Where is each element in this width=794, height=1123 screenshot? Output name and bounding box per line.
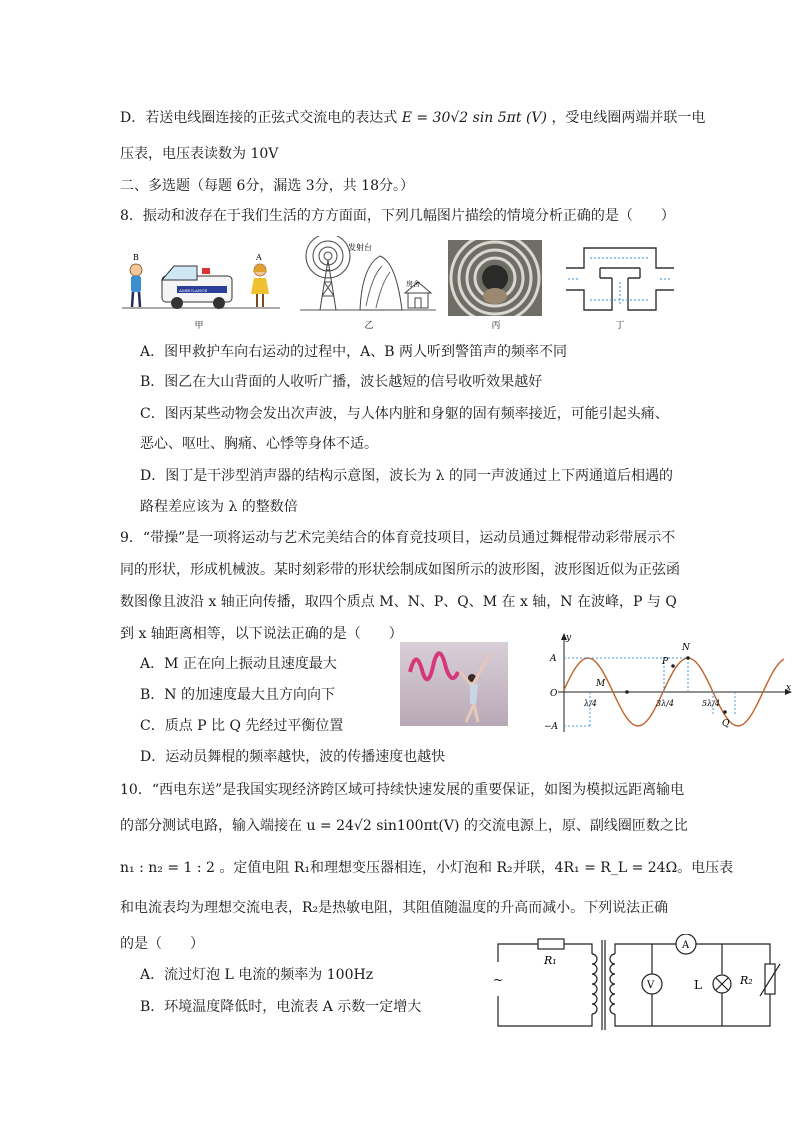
q9-graph-tick-1: λ/4 [584, 699, 597, 708]
q10-stem-line2: 的部分测试电路，输入端接在 u = 24√2 sin100πt(V) 的交流电源上，原、副线圈匝数之比 [120, 818, 688, 834]
q10-option-b: B．环境温度降低时，电流表 A 示数一定增大 [140, 999, 422, 1015]
q9-graph-A-label: A [550, 654, 557, 664]
q7-d-formula: E = 30√2 sin 5πt (V) [401, 110, 547, 126]
q8-caption-jia: 甲 [194, 321, 204, 331]
q8-figure-yi [300, 236, 436, 316]
q9-graph-O-label: O [550, 689, 558, 699]
q10-option-a: A．流过灯泡 L 电流的频率为 100Hz [140, 967, 374, 983]
q8-option-c-line2: 恶心、呕吐、胸痛、心悸等身体不适。 [140, 436, 378, 452]
q8-fig-label-a: A [256, 253, 262, 262]
q8-option-c-line1: C．图丙某些动物会发出次声波，与人体内脏和身躯的固有频率接近，可能引起头痛、 [140, 406, 669, 422]
q8-option-d-line1: D．图丁是干涉型消声器的结构示意图，波长为 λ 的同一声波通过上下两通道后相遇的 [140, 468, 673, 484]
q8-option-a: A．图甲救护车向右运动的过程中，A、B 两人听到警笛声的频率不同 [140, 344, 567, 360]
q8-caption-ding: 丁 [615, 321, 625, 331]
q10-stem-line1: 10．“西电东送”是我国实现经济跨区域可持续快速发展的重要保证，如图为模拟远距离输电 [120, 782, 685, 798]
q10-stem-line5: 的是（ ） [120, 936, 204, 952]
q8-fig-tower-label: 发射台 [348, 243, 372, 252]
q10-circuit-R1-label: R₁ [544, 954, 557, 967]
q9-graph-x-label: x [786, 683, 792, 693]
q8-figure-jia [122, 250, 280, 316]
q10-stem-line3: n₁ : n₂ = 1 : 2 。定值电阻 R₁和理想变压器相连，小灯泡和 R₂并联，4R₁ = R_L = 24Ω。电压表 [120, 860, 734, 876]
q7-d-text-b: ，受电线圈两端并联一电 [551, 110, 706, 126]
q9-option-d: D．运动员舞棍的频率越快，波的传播速度也越快 [140, 749, 446, 765]
q8-figure-bing [448, 240, 542, 316]
q9-stem-line3: 数图像且波沿 x 轴正向传播，取四个质点 M、N、P、Q、M 在 x 轴，N 在波峰，P 与 Q [120, 594, 677, 610]
q10-stem-line4: 和电流表均为理想交流电表，R₂是热敏电阻，其阻值随温度的升高而减小。下列说法正确 [120, 900, 669, 916]
q9-option-a: A．M 正在向上振动且速度最大 [140, 656, 337, 672]
q9-graph-N-label: N [682, 643, 690, 653]
q10-circuit-R2-label: R₂ [740, 974, 753, 987]
q9-graph-negA-label: −A [544, 722, 559, 732]
q9-stem-line1: 9．“带操”是一项将运动与艺术完美结合的体育竞技项目，运动员通过舞棍带动彩带展示不 [120, 530, 676, 546]
q10-lamp-label: L [694, 978, 702, 992]
q9-graph-y-label: y [566, 633, 572, 643]
q7-option-d-line2: 压表，电压表读数为 10V [120, 146, 279, 162]
q9-wave-graph [540, 630, 794, 740]
q8-figure-ding [566, 242, 674, 316]
q10-source-symbol: ~ [493, 973, 504, 987]
q8-stem: 8．振动和波存在于我们生活的方方面面，下列几幅图片描绘的情境分析正确的是（ ） [120, 208, 675, 224]
q8-caption-yi: 乙 [364, 321, 374, 331]
q9-graph-tick-2: 3λ/4 [656, 699, 674, 708]
q9-stem-line4: 到 x 轴距离相等，以下说法正确的是（ ） [120, 626, 403, 642]
q9-option-c: C．质点 P 比 Q 先经过平衡位置 [140, 718, 344, 734]
q9-graph-Q-label: Q [722, 719, 730, 729]
q8-fig-ambulance-text: AMBULANCE [179, 288, 208, 293]
q10-circuit-diagram [492, 934, 784, 1034]
section-2-header: 二、多选题（每题 6分，漏选 3分，共 18分。） [120, 178, 414, 194]
q8-caption-bing: 丙 [491, 321, 501, 331]
q9-graph-P-label: P [662, 657, 669, 667]
q8-fig-label-b: B [133, 253, 139, 262]
q8-option-d-line2: 路程差应该为 λ 的整数倍 [140, 499, 298, 515]
q8-option-b: B．图乙在大山背面的人收听广播，波长越短的信号收听效果越好 [140, 374, 543, 390]
q9-stem-line2: 同的形状，形成机械波。某时刻彩带的形状绘制成如图所示的波形图，波形图近似为正弦函 [120, 562, 680, 578]
q9-option-b: B．N 的加速度最大且方向向下 [140, 687, 335, 703]
q7-option-d-line1 [120, 108, 705, 128]
q9-graph-M-label: M [596, 679, 606, 689]
q9-gymnast-photo [400, 642, 508, 726]
q7-d-text-a: D．若送电线圈连接的正弦式交流电的表达式 [120, 110, 398, 126]
q8-fig-house-label: 房舍 [406, 280, 420, 288]
q10-ammeter-label: A [682, 940, 690, 951]
q10-voltmeter-label: V [647, 980, 655, 991]
q9-graph-tick-3: 5λ/4 [702, 699, 720, 708]
